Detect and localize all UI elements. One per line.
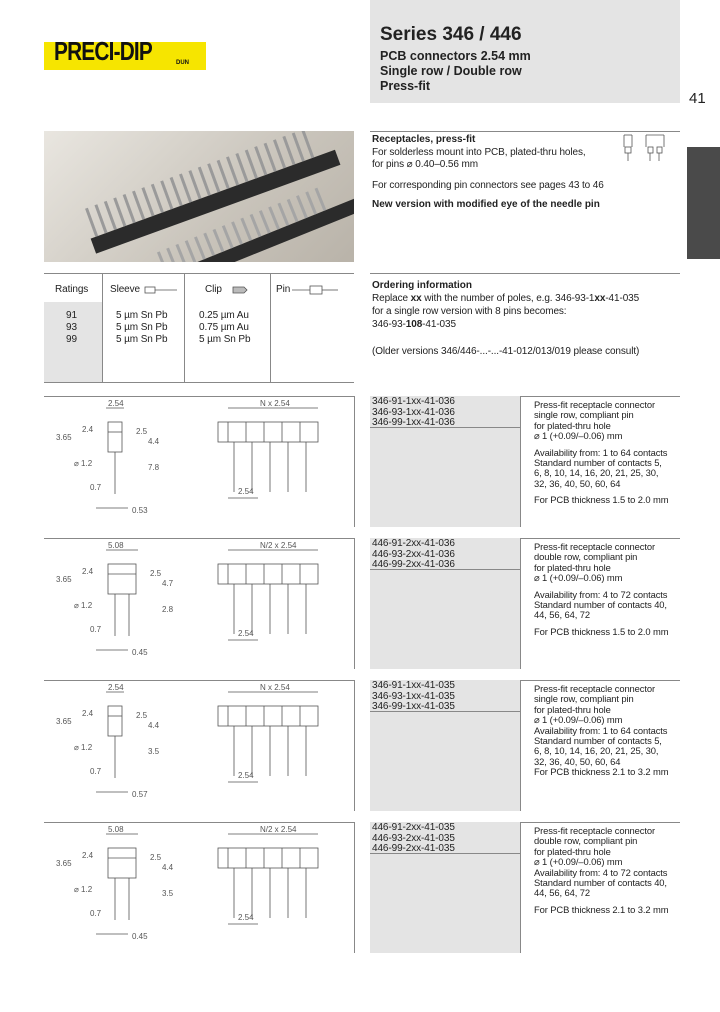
ordering-line-1c: with the number of poles, e.g. 346-93-1 [421,293,595,304]
intro-corresponding: For corresponding pin connectors see pages 43 to 46 [372,180,604,191]
part-number: 346-91-1xx-41-035 [372,680,455,691]
description-line: single row, compliant pin [534,409,634,421]
logo-brand: PRECI-DIP [54,36,152,66]
dimension-label: 3.65 [56,433,72,442]
part-numbers [372,397,455,429]
part-numbers-divider [520,680,521,811]
logo [44,36,206,70]
technical-drawing [48,824,348,950]
rating-code: 91 [66,310,77,321]
dimension-label: 4.4 [162,863,174,872]
description-line: 32, 36, 40, 50, 60, 64 [534,755,621,767]
dimension-label: 0.57 [132,790,148,799]
technical-drawing [48,398,348,524]
dimension-label: 5.08 [108,825,124,834]
part-number: 446-99-2xx-41-036 [372,559,455,570]
dimension-label: 2.4 [82,851,94,860]
section-divider-drawing [354,680,355,811]
dimension-label: 3.5 [162,889,174,898]
rating-code: 99 [66,334,77,345]
pin-icon [290,284,350,296]
product-photo [44,131,354,262]
description-line: 32, 36, 40, 50, 60, 64 [534,477,621,489]
description-line: For PCB thickness 2.1 to 3.2 mm [534,766,669,778]
side-view-body [108,848,136,878]
ratings-divider-1 [102,274,103,382]
part-number: 346-99-1xx-41-035 [372,701,455,712]
dimension-label: 2.4 [82,425,94,434]
description-line: double row, compliant pin [534,835,638,847]
description-line: Standard number of contacts 5, [534,457,662,469]
description-line: ⌀ 1 (+0.09/–0.06) mm [534,430,623,442]
dimension-label: 0.7 [90,483,102,492]
side-view-body [108,564,136,594]
description-line: ⌀ 1 (+0.09/–0.06) mm [534,572,623,584]
header-line-1: PCB connectors 2.54 mm [380,49,531,63]
section-tab [687,147,720,259]
description-line: for plated-thru hole [534,419,611,431]
front-view-body [218,848,318,868]
front-view-body [218,422,318,442]
pin-header: Pin [276,284,291,295]
dimension-label: 4.4 [148,437,160,446]
description-line: 44, 56, 64, 72 [534,609,590,621]
part-numbers [372,823,455,855]
rating-clip: 0.25 µm Au [199,310,249,321]
product-description [534,400,668,506]
section-divider-drawing [354,822,355,953]
section-rule-left [44,396,354,397]
ratings-header: Ratings [55,284,89,295]
intro-rule [370,131,680,132]
section-rule-left [44,538,354,539]
rating-code: 93 [66,322,77,333]
page-number: 41 [689,90,706,107]
dimension-label: 2.54 [108,683,124,692]
clip-icon [230,284,250,296]
dimension-label: 0.45 [132,932,148,941]
ordering-line-1d: xx [594,293,606,304]
product-description [534,684,668,778]
description-line: ⌀ 1 (+0.09/–0.06) mm [534,714,623,726]
side-view-body [108,706,122,736]
part-number: 346-99-1xx-41-036 [372,417,455,428]
dimension-label: 2.5 [136,711,148,720]
ordering-line-3a: 346-93- [372,319,406,330]
description-line: For PCB thickness 1.5 to 2.0 mm [534,494,669,506]
description-line: For PCB thickness 2.1 to 3.2 mm [534,903,669,915]
ordering-line-3c: -41-035 [422,319,456,330]
rating-clip: 5 µm Sn Pb [199,334,251,345]
intro-desc-2: for pins ⌀ 0.40–0.56 mm [372,159,478,170]
ordering-line-1a: Replace [372,293,411,304]
dimension-label: N x 2.54 [260,399,290,408]
side-view-body [108,422,122,452]
dimension-label: 4.4 [148,721,160,730]
sleeve-icon [143,284,179,296]
dimension-label: 2.5 [136,427,148,436]
ordering-rule [370,273,680,274]
ordering-line-3 [372,319,456,331]
description-line: 44, 56, 64, 72 [534,887,590,899]
section-divider-drawing [354,538,355,669]
description-line: Availability from: 1 to 64 contacts [534,724,668,736]
part-numbers-divider [520,822,521,953]
rating-sleeve: 5 µm Sn Pb [116,334,168,345]
description-line: Availability from: 1 to 64 contacts [534,446,668,458]
ratings-top-rule [44,273,354,274]
section-rule-left [44,680,354,681]
part-numbers-divider [520,538,521,669]
dimension-label: ⌀ 1.2 [74,459,93,468]
description-line: Press-fit receptacle connector [534,399,656,410]
dimension-label: 4.7 [162,579,174,588]
dimension-label: ⌀ 1.2 [74,601,93,610]
dimension-label: ⌀ 1.2 [74,743,93,752]
description-line: for plated-thru hole [534,703,611,715]
dimension-label: 0.53 [132,506,148,515]
dimension-label: 0.45 [132,648,148,657]
description-line: double row, compliant pin [534,551,638,563]
description-line: for plated-thru hole [534,845,611,857]
rating-sleeve: 5 µm Sn Pb [116,310,168,321]
technical-drawing [48,540,348,666]
part-number: 346-93-1xx-41-036 [372,406,455,418]
logo-tag: DUN [176,60,189,66]
dimension-label: 2.5 [150,853,162,862]
description-line: Availability from: 4 to 72 contacts [534,588,668,600]
intro-heading: Receptacles, press-fit [372,134,476,145]
dimension-label: 3.65 [56,575,72,584]
connector-photo-graphic [44,131,354,262]
description-line: Standard number of contacts 5, [534,735,662,747]
section-rule-left [44,822,354,823]
description-line: for plated-thru hole [534,561,611,573]
ordering-line-1 [372,293,639,305]
dimension-label: 3.65 [56,859,72,868]
part-number: 346-93-1xx-41-035 [372,690,455,702]
part-numbers [372,539,455,571]
ordering-note: (Older versions 346/446-...-...-41-012/013/019 please consult) [372,346,640,357]
part-number: 446-99-2xx-41-035 [372,843,455,854]
dimension-label: N/2 x 2.54 [260,541,297,550]
rating-clip: 0.75 µm Au [199,322,249,333]
intro-desc-1: For solderless mount into PCB, plated-thru holes, [372,147,586,158]
part-number: 346-91-1xx-41-036 [372,396,455,407]
part-numbers-divider [520,396,521,527]
front-view-body [218,706,318,726]
pin-icons [618,133,670,165]
product-description [534,826,668,915]
dimension-label: 2.54 [238,913,254,922]
part-number: 446-91-2xx-41-036 [372,538,455,549]
ordering-heading: Ordering information [372,280,472,291]
dimension-label: 3.65 [56,717,72,726]
description-line: Press-fit receptacle connector [534,825,656,836]
dimension-label: N x 2.54 [260,683,290,692]
rating-sleeve: 5 µm Sn Pb [116,322,168,333]
ordering-line-1e: -41-035 [605,293,640,304]
dimension-label: 0.7 [90,767,102,776]
clip-header: Clip [205,284,222,295]
dimension-label: 0.7 [90,909,102,918]
front-view-body [218,564,318,584]
page-title: Series 346 / 446 [380,24,522,45]
dimension-label: 2.5 [150,569,162,578]
dimension-label: 0.7 [90,625,102,634]
header-line-2: Single row / Double row [380,64,522,78]
dimension-label: 2.54 [238,771,254,780]
part-number: 446-91-2xx-41-035 [372,822,455,833]
section-divider-drawing [354,396,355,527]
product-description [534,542,668,637]
part-numbers [372,681,455,713]
description-line: 6, 8, 10, 14, 16, 20, 21, 25, 30, [534,467,659,479]
intro-new-version: New version with modified eye of the needle pin [372,199,600,210]
ratings-bottom-rule [44,382,354,383]
ratings-divider-3 [270,274,271,382]
ordering-line-1b: xx [410,293,422,304]
dimension-label: 7.8 [148,463,160,472]
description-line: 6, 8, 10, 14, 16, 20, 21, 25, 30, [534,745,659,757]
dimension-label: 2.54 [238,487,254,496]
description-line: single row, compliant pin [534,693,634,705]
description-line: ⌀ 1 (+0.09/–0.06) mm [534,856,623,868]
header-panel [370,0,680,103]
part-number: 446-93-2xx-41-036 [372,548,455,560]
header-line-3: Press-fit [380,79,431,93]
part-number: 446-93-2xx-41-035 [372,832,455,844]
dimension-label: ⌀ 1.2 [74,885,93,894]
dimension-label: 5.08 [108,541,124,550]
description-line: Press-fit receptacle connector [534,541,656,552]
dimension-label: 2.4 [82,709,94,718]
description-line: Standard number of contacts 40, [534,599,667,611]
description-line: Press-fit receptacle connector [534,683,656,694]
description-line: For PCB thickness 1.5 to 2.0 mm [534,625,669,637]
dimension-label: 2.8 [162,605,174,614]
dimension-label: 2.54 [108,399,124,408]
dimension-label: 3.5 [148,747,160,756]
ratings-divider-2 [184,274,185,382]
description-line: Standard number of contacts 40, [534,877,667,889]
ordering-line-3b: 108 [405,319,423,330]
description-line: Availability from: 4 to 72 contacts [534,866,668,878]
dimension-label: 2.4 [82,567,94,576]
dimension-label: 2.54 [238,629,254,638]
sleeve-header: Sleeve [110,284,140,295]
dimension-label: N/2 x 2.54 [260,825,297,834]
technical-drawing [48,682,348,808]
ordering-line-2: for a single row version with 8 pins becomes: [372,306,567,317]
